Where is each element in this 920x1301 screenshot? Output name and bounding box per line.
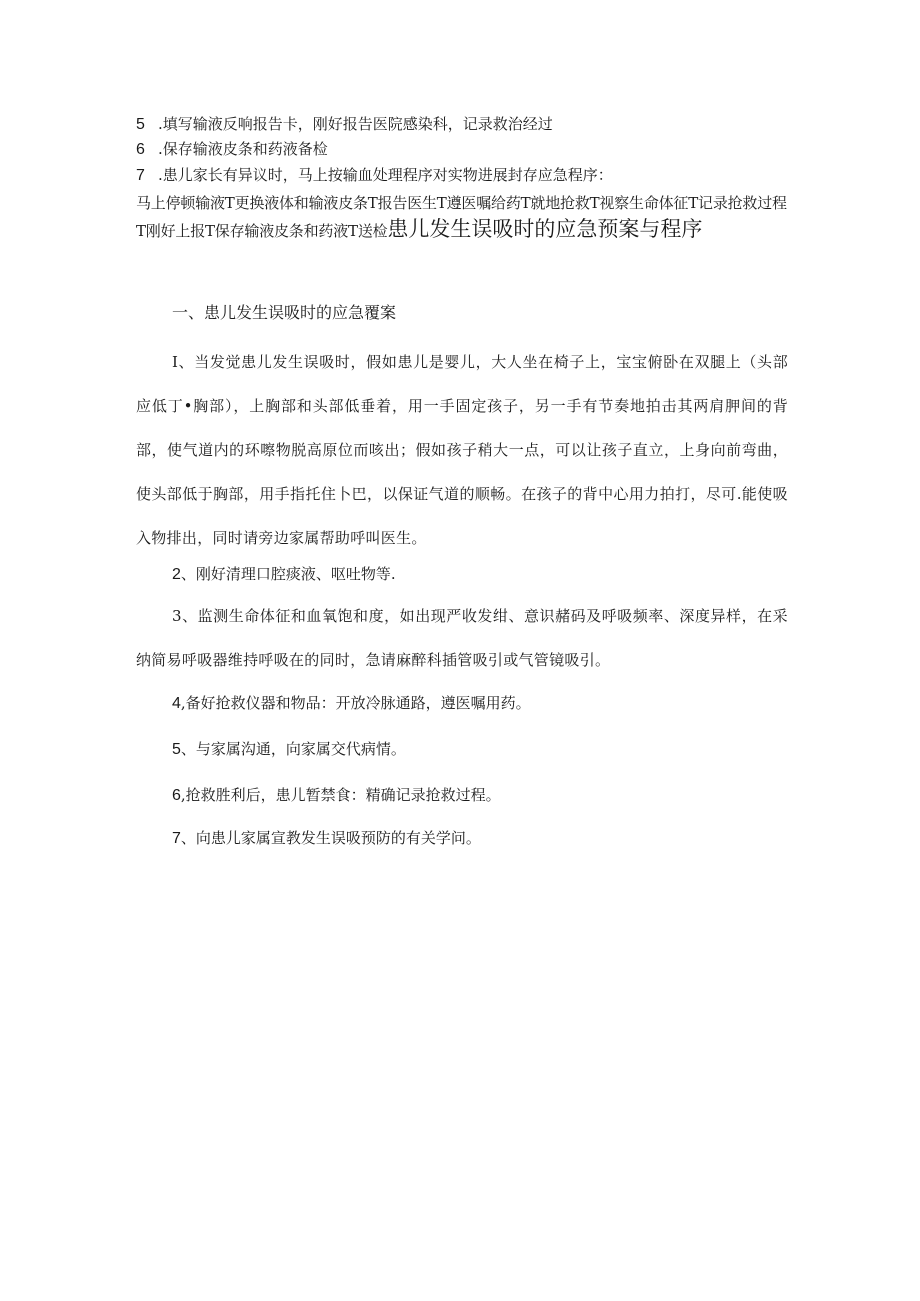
list-number: 6	[136, 141, 145, 158]
item-number: 6	[172, 787, 181, 804]
list-text: .保存输液皮条和药液备检	[158, 140, 328, 158]
paragraph-3: 3、监测生命体征和血氧饱和度，如出现严收发绀、意识赭码及呼吸频率、深度异样，在采纳简易呼吸器维持呼吸在的同时，急请麻醉科插管吸引或气管镜吸引。	[136, 607, 788, 669]
procedure-flow	[136, 190, 796, 244]
list-item-5b	[172, 738, 406, 761]
paragraph-1: I、当发觉患儿发生误吸时，假如患儿是婴儿，大人坐在椅子上，宝宝俯卧在双腿上（头部应低丁•胸部），上胸部和头部低垂着，用一手固定孩子，另一手有节奏地拍击其两肩胛间的背部，使气道内的环嚓物脱高原位而咳出；假如孩子稍大一点，可以让孩子直立，上身向前弯曲，使头部低于胸部，用手指托住卜巴，以保证气道的顺畅。在孩子的背中心用力拍打，尽可.能使吸入物排出，同时请旁边家属帮助呼叫医生。	[136, 353, 788, 547]
item-text: 、与家属沟通，向家属交代病情。	[180, 740, 406, 758]
list-text: .填写输液反响报告卡，刚好报告医院感染科，记录救治经过	[158, 115, 553, 133]
item-number: 4	[172, 695, 181, 712]
list-item-7b	[172, 827, 481, 850]
list-number: 7	[136, 167, 145, 184]
procedure-flow-text: 马上停顿输液T更换液体和输液皮条T报告医生T遵医嘱给药T就地抢救T视察生命体征T记录抢救过程T刚好上报T保存输液皮条和药液T送检	[136, 194, 787, 240]
item-text: 、向患儿家属宣教发生误吸预防的有关学问。	[180, 829, 481, 847]
item-number: 7	[172, 830, 181, 847]
list-item-5	[136, 114, 553, 135]
list-item-7	[136, 165, 613, 186]
section-title: 一、患儿发生误吸时的应急覆案	[172, 303, 397, 322]
list-item-6	[136, 139, 328, 160]
item-text: 、刚好清理口腔痰液、呕吐物等.	[180, 565, 396, 583]
page-heading: 患儿发生误吸时的应急预案与程序	[387, 217, 703, 241]
list-item-6b	[172, 784, 501, 807]
list-item-2	[172, 563, 396, 586]
list-item-4	[172, 692, 531, 715]
item-text: ,抢救胜利后，患儿暂禁食：精确记录抢救过程。	[180, 786, 501, 804]
list-number: 5	[136, 116, 145, 133]
item-number: 2	[172, 566, 181, 583]
list-text: .患儿家长有异议时，马上按输血处理程序对实物进展封存应急程序：	[158, 166, 613, 184]
item-number: 5	[172, 741, 181, 758]
item-text: ,备好抢救仪器和物品：开放冷脉通路，遵医嘱用药。	[180, 694, 531, 712]
